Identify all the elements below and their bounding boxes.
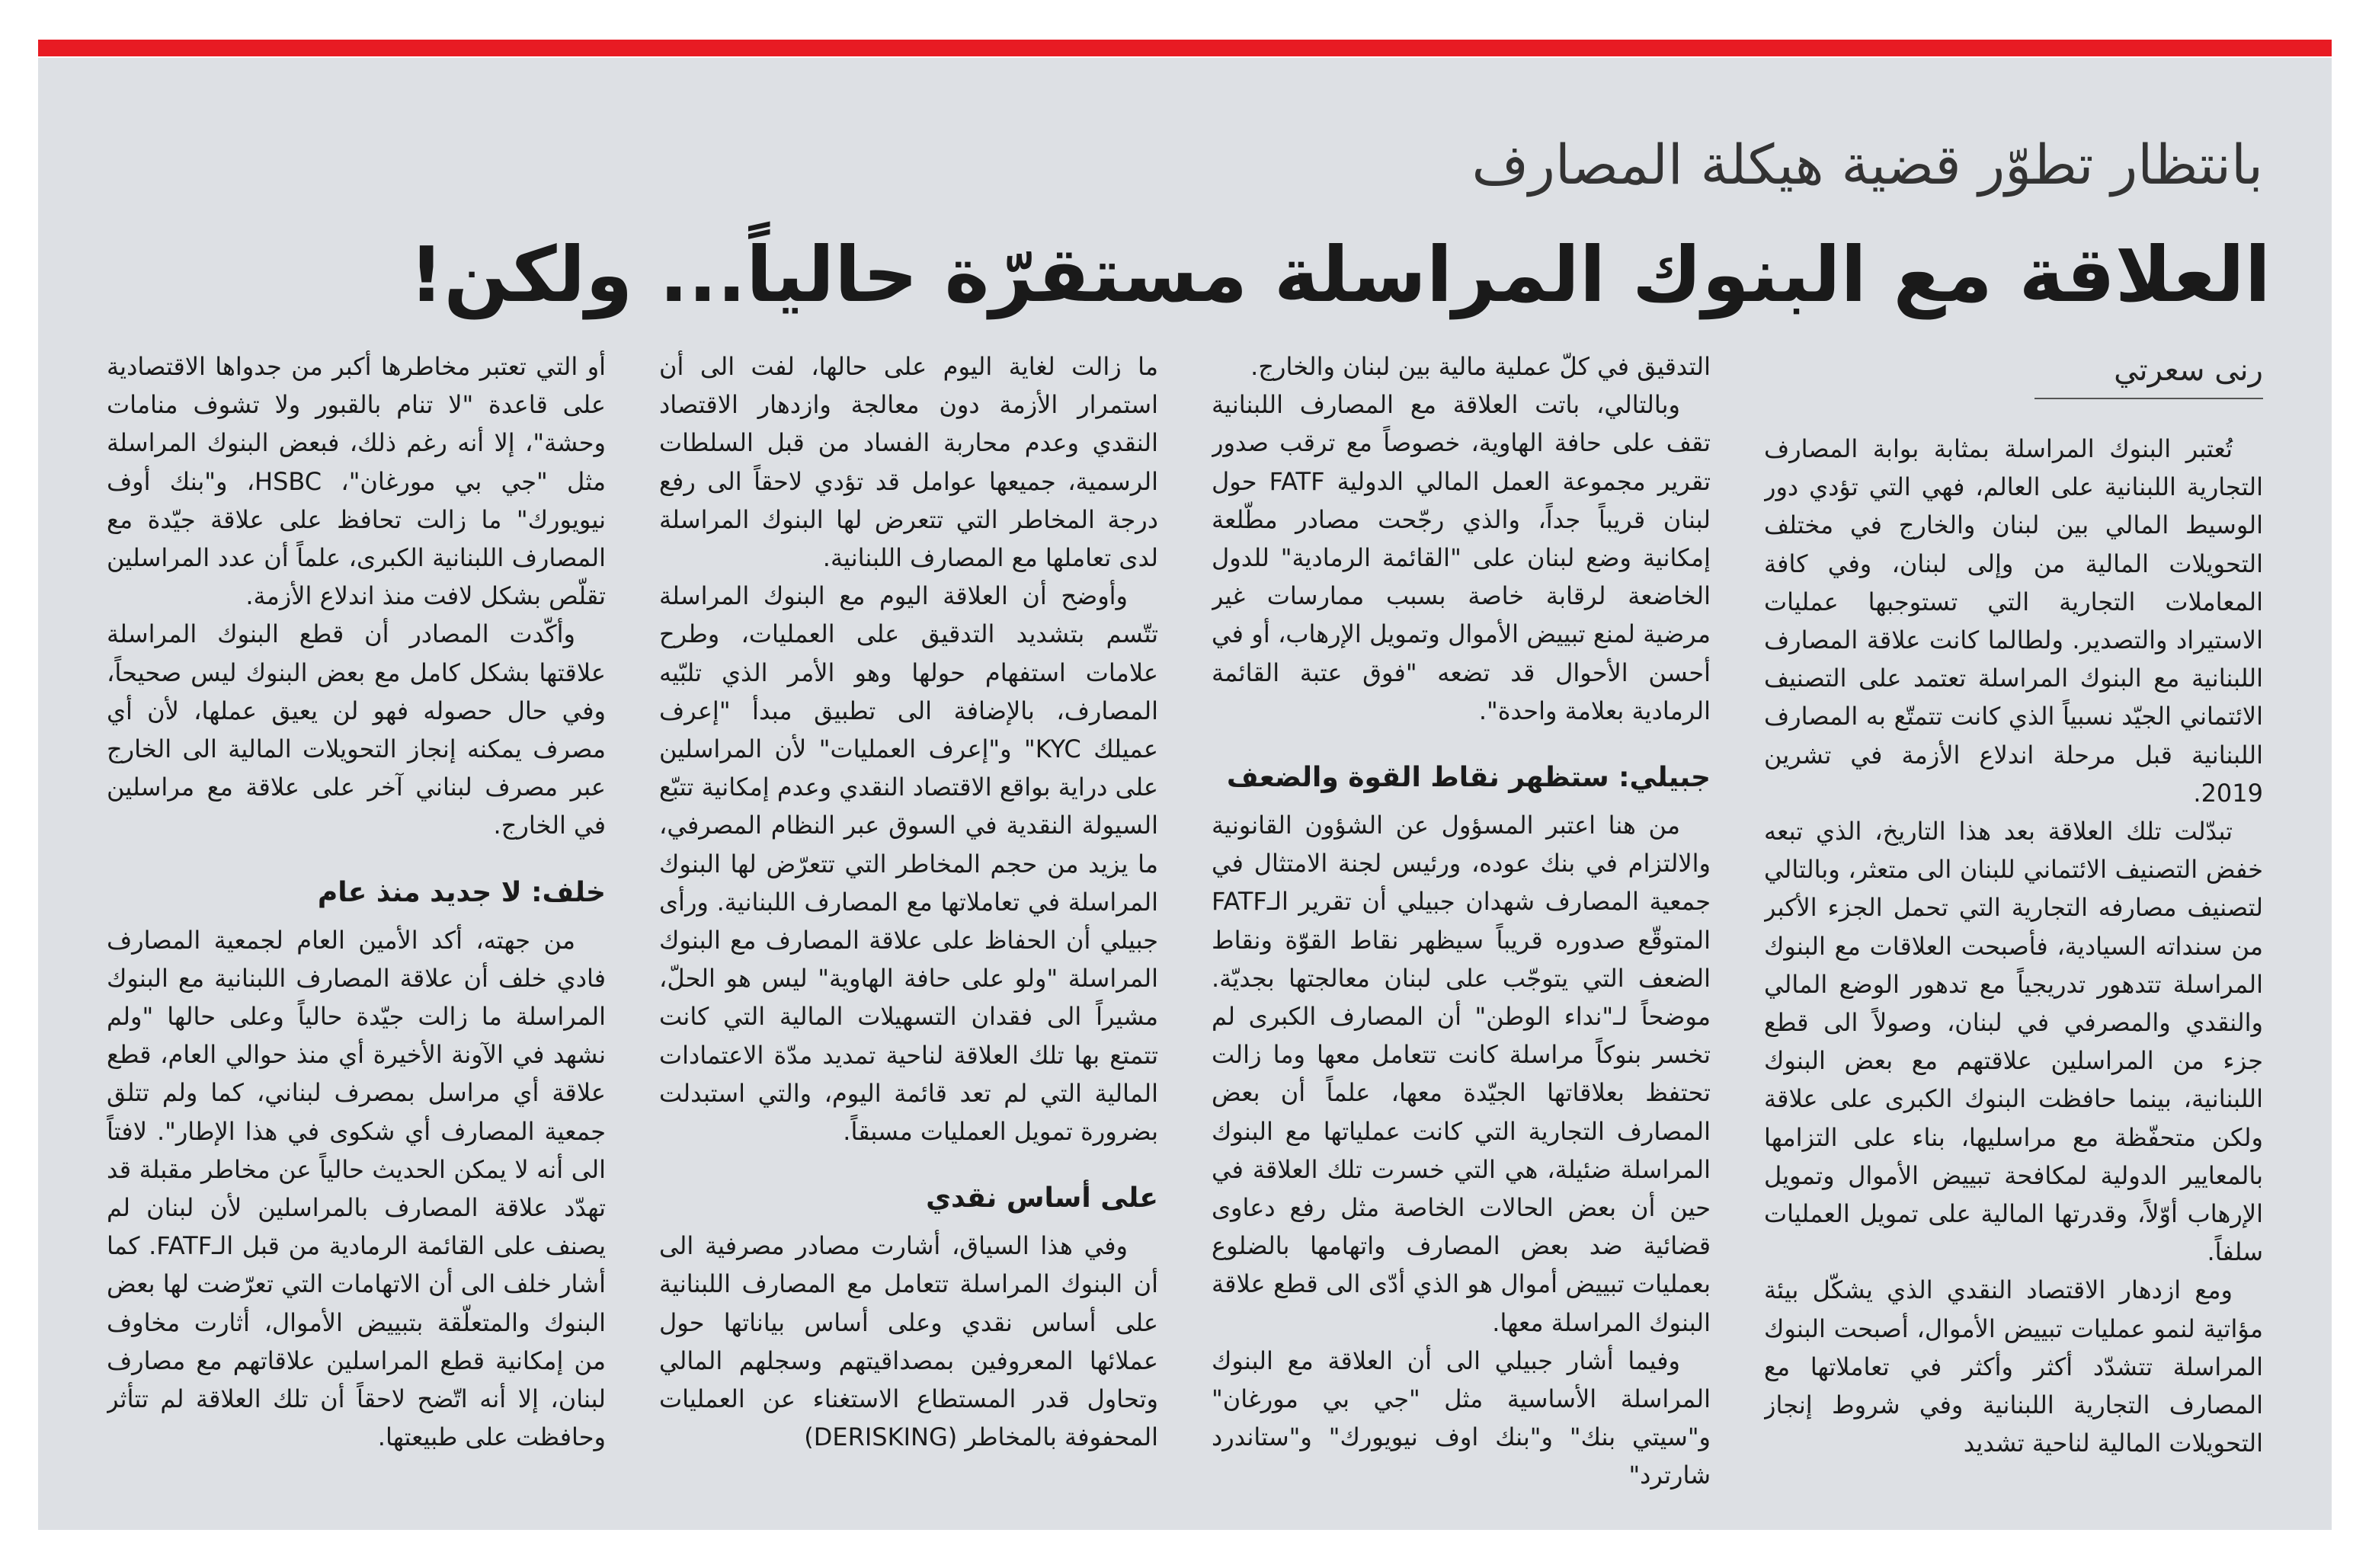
paragraph: أو التي تعتبر مخاطرها أكبر من جدواها الاقتصادية على قاعدة "لا تنام بالقبور ولا تشوف منامات وحشة"، إلا أنه رغم ذلك، فبعض البنوك المراسلة مثل "جي بي مورغان"، HSBC، و"بنك أوف نيويورك" ما زالت تحافظ على علاقة جيّدة مع المصارف اللبنانية الكبرى، علماً أن عدد المراسلين تقلّص بشكل لافت منذ اندلاع الأزمة. <box>107 352 606 611</box>
paragraph: وأكّدت المصادر أن قطع البنوك المراسلة علاقتها بشكل كامل مع بعض البنوك ليس صحيحاً، وفي حال حصوله فهو لن يعيق عملها، لأن أي مصرف يمكنه إنجاز التحويلات المالية الى الخارج عبر مصرف لبناني آخر على علاقة مع مراسلين في الخارج. <box>107 619 606 840</box>
paragraph: وفيما أشار جبيلي الى أن العلاقة مع البنوك المراسلة الأساسية مثل "جي بي مورغان" و"سيتي بنك" و"بنك اوف نيويورك" و"ستاندرد شارترد" <box>1212 1346 1711 1490</box>
paragraph: التدقيق في كلّ عملية مالية بين لبنان والخارج. <box>1250 352 1711 381</box>
column-2 <box>1212 347 1711 1566</box>
column-1 <box>1764 347 2263 1566</box>
article-columns <box>107 347 2263 1566</box>
subheading: على أساس نقدي <box>926 1182 1158 1214</box>
column-4 <box>107 347 606 1566</box>
top-red-bar <box>38 40 2332 56</box>
paragraph: وأوضح أن العلاقة اليوم مع البنوك المراسلة تتّسم بتشديد التدقيق على العمليات، وطرح علامات استفهام حولها وهو الأمر الذي تلبّيه المصارف، بالإضافة الى تطبيق مبدأ "إعرف عميلك KYC" و"إعرف العمليات" لأن المراسلين على دراية بواقع الاقتصاد النقدي وعدم إمكانية تتبّع السيولة النقدية في السوق عبر النظام المصرفي، ما يزيد من حجم المخاطر التي تتعرّض لها البنوك المراسلة في تعاملاتها مع المصارف اللبنانية. ورأى جبيلي أن الحفاظ على علاقة المصارف مع البنوك المراسلة "ولو على حافة الهاوية" ليس هو الحلّ، مشيراً الى فقدان التسهيلات المالية التي كانت تتمتع بها تلك العلاقة لناحية تمديد مدّة الاعتمادات المالية التي لم تعد قائمة اليوم، والتي استبدلت بضرورة تمويل العمليات مسبقاً. <box>659 581 1158 1147</box>
subheading: جبيلي: ستظهر نقاط القوة والضعف <box>1226 762 1711 794</box>
article-kicker: بانتظار تطوّر قضية هيكلة المصارف <box>1471 133 2263 197</box>
subheading: خلف: لا جديد منذ عام <box>317 876 606 908</box>
paragraph: وفي هذا السياق، أشارت مصادر مصرفية الى أن البنوك المراسلة تتعامل مع المصارف اللبنانية على أساس نقدي وعلى أساس بياناتها حول عملائها المعروفين بمصداقيتهم وسجلهم المالي وتحاول قدر المستطاع الاستغناء عن العمليات المحفوفة بالمخاطر (DERISKING) <box>659 1231 1158 1452</box>
paragraph: تبدّلت تلك العلاقة بعد هذا التاريخ، الذي تبعه خفض التصنيف الائتماني للبنان الى متعثر، وبالتالي لتصنيف مصارفه التجارية التي تحمل الجزء الأكبر من سنداته السيادية، فأصبحت العلاقات مع البنوك المراسلة تتدهور تدريجياً مع تدهور الوضع المالي والنقدي والمصرفي في لبنان، وصولاً الى قطع جزء من المراسلين علاقتهم مع بعض البنوك اللبنانية، بينما حافظت البنوك الكبرى على علاقة ولكن متحفّظة مع مراسليها، بناء على التزامها بالمعايير الدولية لمكافحة تبييض الأموال وتمويل الإرهاب أوّلاً، وقدرتها المالية على تمويل العمليات سلفاً. <box>1764 817 2263 1267</box>
paragraph: وبالتالي، باتت العلاقة مع المصارف اللبنانية تقف على حافة الهاوية، خصوصاً مع ترقب صدور تقرير مجموعة العمل المالي الدولية FATF حول لبنان قريباً جداً، والذي رجّحت مصادر مطّلعة إمكانية وضع لبنان على "القائمة الرمادية" للدول الخاضعة لرقابة خاصة بسبب ممارسات غير مرضية لمنع تبييض الأموال وتمويل الإرهاب، أو في أحسن الأحوال قد تضعه "فوق عتبة القائمة الرمادية بعلامة واحدة". <box>1212 390 1711 725</box>
paragraph: ما زالت لغاية اليوم على حالها، لفت الى أن استمرار الأزمة دون معالجة وازدهار الاقتصاد النقدي وعدم محاربة الفساد من قبل السلطات الرسمية، جميعها عوامل قد تؤدي لاحقاً الى رفع درجة المخاطر التي تتعرض لها البنوك المراسلة لدى تعاملها مع المصارف اللبنانية. <box>659 352 1158 573</box>
paragraph: ومع ازدهار الاقتصاد النقدي الذي يشكّل بيئة مؤاتية لنمو عمليات تبييض الأموال، أصبحت البنوك المراسلة تتشدّد أكثر وأكثر في تعاملاتها مع المصارف التجارية اللبنانية وفي شروط إنجاز التحويلات المالية لناحية تشديد <box>1764 1275 2263 1458</box>
article-headline: العلاقة مع البنوك المراسلة مستقرّة حالياً... ولكن! <box>408 230 2271 319</box>
article-panel <box>38 58 2332 1530</box>
paragraph: من هنا اعتبر المسؤول عن الشؤون القانونية والالتزام في بنك عوده، ورئيس لجنة الامتثال في جمعية المصارف شهدان جبيلي أن تقرير الـFATF المتوقّع صدوره قريباً سيظهر نقاط القوّة ونقاط الضعف التي يتوجّب على لبنان معالجتها بجديّة. موضحاً لـ"نداء الوطن" أن المصارف الكبرى لم تخسر بنوكاً مراسلة كانت تتعامل معها وما زالت تحتفظ بعلاقاتها الجيّدة معها، علماً أن بعض المصارف التجارية التي كانت عملياتها مع البنوك المراسلة ضئيلة، هي التي خسرت تلك العلاقة في حين أن بعض الحالات الخاصة مثل رفع دعاوى قضائية ضد بعض المصارف واتهامها بالضلوع بعمليات تبييض أموال هو الذي أدّى الى قطع علاقة البنوك المراسلة معها. <box>1212 811 1711 1337</box>
paragraph: من جهته، أكد الأمين العام لجمعية المصارف فادي خلف أن علاقة المصارف اللبنانية مع البنوك المراسلة ما زالت جيّدة حالياً وعلى حالها "ولم نشهد في الآونة الأخيرة أي منذ حوالي العام، قطع علاقة أي مراسل بمصرف لبناني، كما ولم تتلق جمعية المصارف أي شكوى في هذا الإطار". لافتاً الى أنه لا يمكن الحديث حالياً عن مخاطر مقبلة قد تهدّد علاقة المصارف بالمراسلين لأن لبنان لم يصنف على القائمة الرمادية من قبل الـFATF. كما أشار خلف الى أن الاتهامات التي تعرّضت لها بعض البنوك والمتعلّقة بتبييض الأموال، أثارت مخاوف من إمكانية قطع المراسلين علاقاتهم مع مصارف لبنان، إلا أنه اتّضح لاحقاً أن تلك العلاقة لم تتأثر وحافظت على طبيعتها. <box>107 925 606 1452</box>
column-3 <box>659 347 1158 1566</box>
byline: رنى سعرتي <box>2034 347 2263 399</box>
paragraph: تُعتبر البنوك المراسلة بمثابة بوابة المصارف التجارية اللبنانية على العالم، فهي التي تؤدي دور الوسيط المالي بين لبنان والخارج في مختلف التحويلات المالية من وإلى لبنان، وفي كافة المعاملات التجارية التي تستوجبها عمليات الاستيراد والتصدير. ولطالما كانت علاقة المصارف اللبنانية مع البنوك المراسلة تعتمد على التصنيف الائتماني الجيّد نسبياً الذي كانت تتمتّع به المصارف اللبنانية قبل مرحلة اندلاع الأزمة في تشرين 2019. <box>1764 434 2263 808</box>
